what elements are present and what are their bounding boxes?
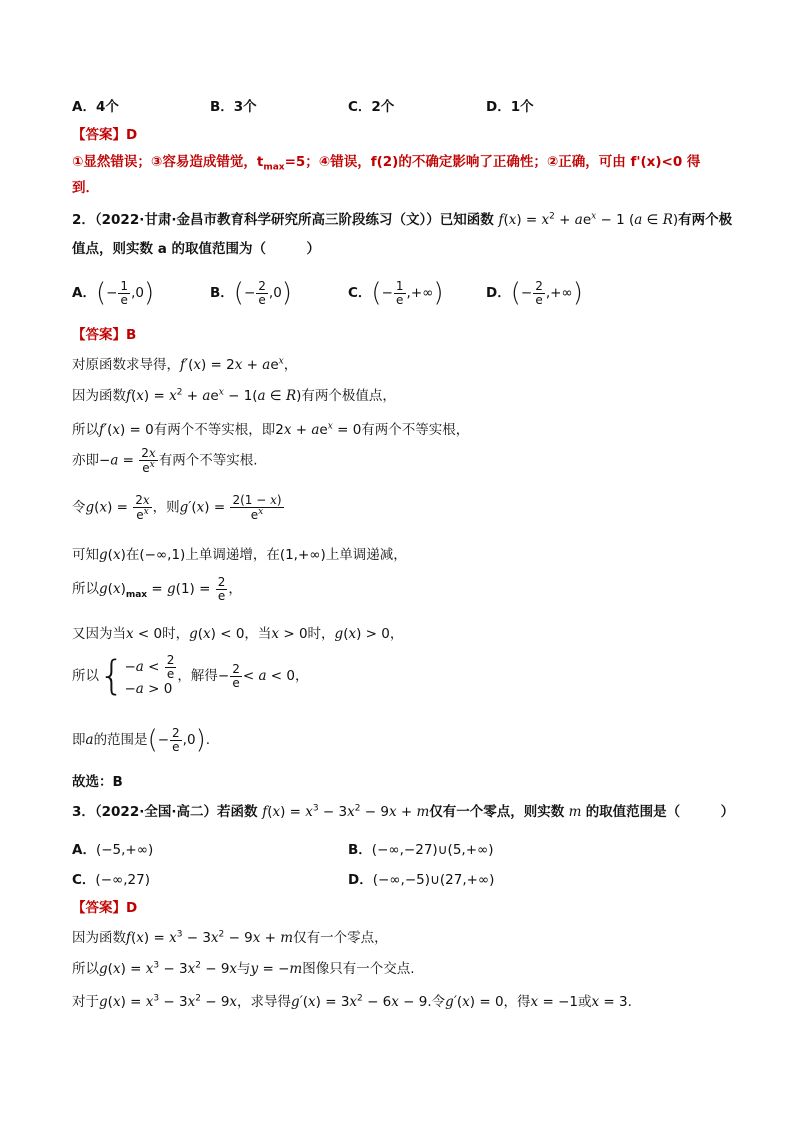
q2-option-b: B．(− $\frac{2}{e}$ ,0) <box>210 278 292 309</box>
q3-option-c: C．(−∞,27) <box>72 872 150 888</box>
q1-option-c: C．2个 <box>348 99 395 115</box>
q2-stem-line2: 值点，则实数 a 的取值范围为（ ） <box>72 241 321 257</box>
q3-answer: 【答案】D <box>72 900 138 916</box>
q2-answer: 【答案】B <box>72 327 137 343</box>
answer-value: D <box>126 127 138 143</box>
q1-explanation-line1: ①显然错误；③容易造成错觉，$t_{max}=5$；④错误，f(2)的不确定影响了正确性；②正确，可由 f'(x)<0 得 <box>72 154 701 173</box>
q2-solution-line10: 即a的范围是(− $\frac{2}{e}$ ,0). <box>72 725 211 756</box>
q2-solution-line7: 所以$g(x)_{max} = g(1)$ = $\frac{2}{e}$ ， <box>72 575 242 603</box>
q2-choose: 故选：B <box>72 774 123 790</box>
q2-option-d: D．(− $\frac{2}{e}$ ,+∞) <box>486 278 583 309</box>
q3-option-d: D．(−∞,−5)∪(27,+∞) <box>348 872 495 888</box>
q2-stem-line1: 2．（2022·甘肃·金昌市教育科学研究所高三阶段练习（文））已知函数 $f(x) = x^2 + ae^x - 1$ (a ∈ R)有两个极 <box>72 211 733 228</box>
q2-solution-line5: 令g(x) = $\frac{2x}{e^x}$ ，则g′(x) = $\frac{2(1 - x)}{e^x}$ <box>72 493 282 522</box>
q1-explanation-line2: 到． <box>72 180 99 196</box>
q3-stem: 3．（2022·全国·高二）若函数 $f(x) = x^3 - 3x^2 - 9x + m$仅有一个零点，则实数 m 的取值范围是（ ） <box>72 803 735 820</box>
q1-option-a: A．4个 <box>72 99 119 115</box>
q2-option-c: C．(− $\frac{1}{e}$ ,+∞) <box>348 278 444 309</box>
q3-option-a: A．(−5,+∞) <box>72 842 154 858</box>
q1-option-b: B．3个 <box>210 99 257 115</box>
q3-solution-line3: 对于$g(x) = x^3 - 3x^2 - 9x$，求导得$g'(x) = 3x^2 - 6x - 9$.令g′(x) = 0，得x = −1或x = 3. <box>72 993 632 1010</box>
q1-option-d: D．1个 <box>486 99 534 115</box>
q2-solution-line2: 因为函数$f(x) = x^2 + ae^x - 1(a$ ∈ R)有两个极值点， <box>72 387 396 404</box>
q2-solution-line4: 亦即−a = $\frac{2x}{e^x}$ 有两个不等实根. <box>72 446 258 475</box>
q2-solution-line8: 又因为当x < 0时，g(x) < 0，当x > 0时，g(x) > 0， <box>72 626 404 642</box>
q2-solution-line6: 可知g(x)在(−∞,1)上单调递增，在(1,+∞)上单调递减， <box>72 547 407 563</box>
q1-answer <box>72 123 137 143</box>
answer-label: 【答案】 <box>72 127 126 143</box>
q2-option-a: A．(− $\frac{1}{e}$ ,0) <box>72 278 155 309</box>
q2-solution-line9: 所以{ −a < $\frac{2}{e}$ −a > 0 ，解得− $\frac{2}{e}$ < a < 0， <box>72 653 309 700</box>
q2-solution-line3: 所以f′(x) = 0有两个不等实根，即$2x + ae^x = 0$有两个不等实根， <box>72 421 470 438</box>
q3-option-b: B．(−∞,−27)∪(5,+∞) <box>348 842 494 858</box>
q3-solution-line1: 因为函数$f(x) = x^3 - 3x^2 - 9x + m$仅有一个零点， <box>72 929 388 946</box>
q3-solution-line2: 所以$g(x) = x^3 - 3x^2 - 9x$与y = −m图像只有一个交点. <box>72 960 415 977</box>
q2-solution-line1: 对原函数求导得，$f'(x) = 2x + ae^x$， <box>72 356 298 373</box>
